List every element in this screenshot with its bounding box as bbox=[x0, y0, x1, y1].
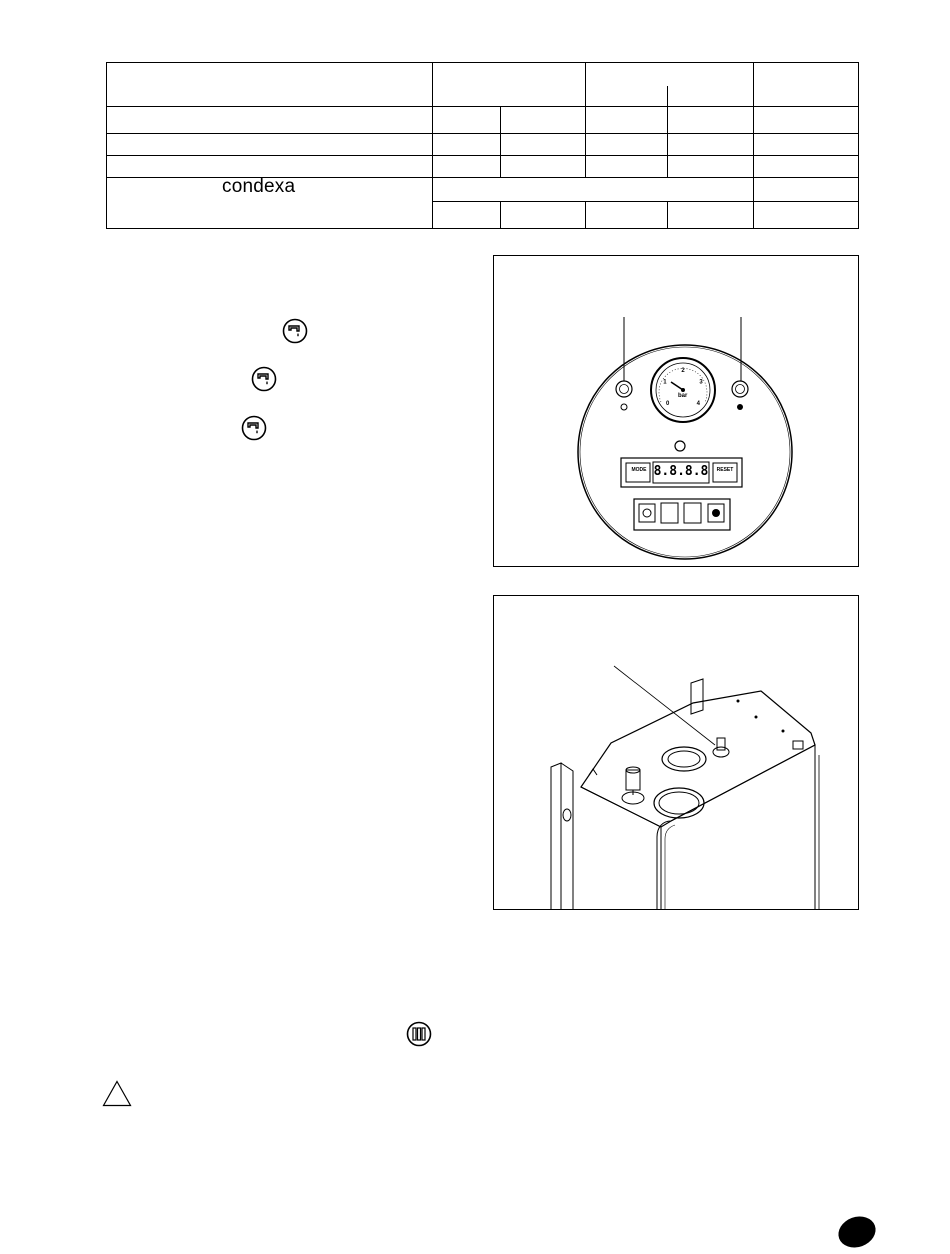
dhw-tap-icon bbox=[282, 318, 308, 344]
dhw-tap-icon bbox=[241, 415, 267, 441]
gauge-tick-label: 4 bbox=[696, 400, 700, 407]
radiator-icon bbox=[406, 1021, 432, 1047]
dhw-tap-icon bbox=[251, 366, 277, 392]
gauge-tick-label: 3 bbox=[699, 379, 703, 386]
warning-triangle-icon bbox=[102, 1080, 132, 1107]
gauge-tick-label: 1 bbox=[663, 379, 667, 386]
gauge-unit-label: bar bbox=[678, 393, 688, 399]
control-panel-drawing bbox=[493, 255, 859, 567]
brand-logo-text: condexa bbox=[222, 176, 296, 197]
gauge-tick-label: 2 bbox=[681, 368, 685, 374]
reset-button[interactable]: RESET bbox=[716, 467, 734, 473]
mode-button[interactable]: MODE bbox=[631, 467, 647, 473]
digital-display: 8.8.8.8 bbox=[653, 464, 709, 479]
page-tab-marker bbox=[838, 1214, 878, 1250]
boiler-top-drawing bbox=[493, 595, 859, 910]
gauge-tick-label: 0 bbox=[666, 400, 670, 407]
